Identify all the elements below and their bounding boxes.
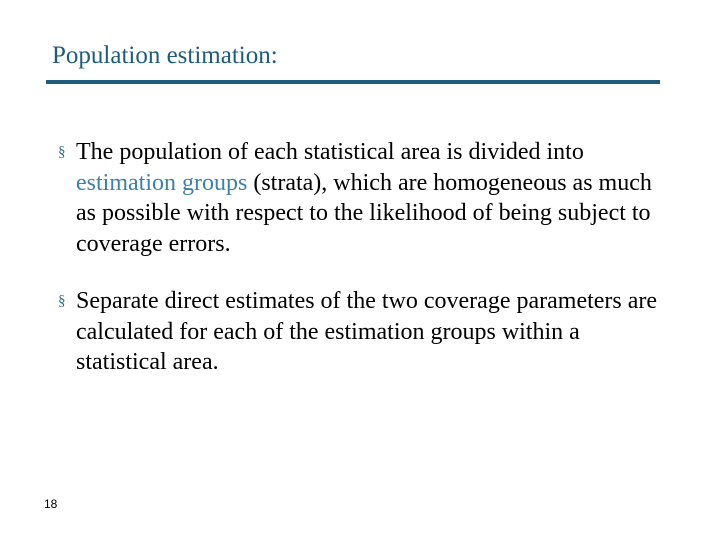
bullet-item-2: [58, 286, 668, 378]
slide-title: Population estimation:: [52, 42, 278, 69]
bullet-1-highlight: estimation groups: [76, 169, 248, 196]
bullet-marker-icon: §: [58, 144, 66, 160]
slide-number: 18: [44, 497, 58, 511]
bullet-marker-icon: §: [58, 293, 66, 309]
title-divider: [46, 80, 660, 84]
bullet-1-text-start: The population of each statistical area is divided into: [76, 139, 584, 165]
bullet-2-text: Separate direct estimates of the two coverage parameters are calculated for each of the estimation groups within a statistical area.: [76, 288, 658, 375]
bullet-1-text-end: (strata), which are homogeneous as much as possible with respect to the likelihood of being subject to coverage errors.: [76, 169, 652, 257]
bullet-item-1: [58, 137, 668, 259]
